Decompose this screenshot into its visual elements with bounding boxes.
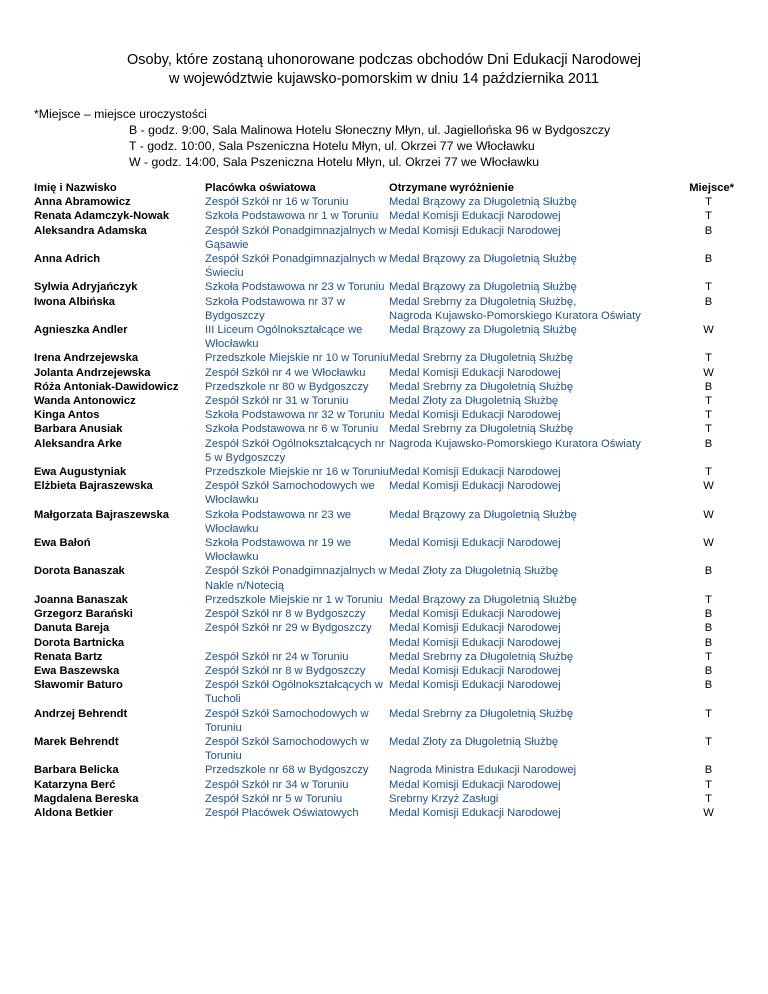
award-text: Medal Srebrny za Długoletnią Służbę xyxy=(389,650,574,663)
header-place: Miejsce* xyxy=(689,182,734,194)
award-cell xyxy=(389,280,669,294)
table-row xyxy=(34,664,734,678)
place-code: B xyxy=(704,380,713,393)
school-cell: Szkoła Podstawowa nr 1 w Toruniu xyxy=(205,210,379,223)
person-name: Grzegorz Barański xyxy=(34,608,133,621)
award-cell xyxy=(389,351,669,365)
award-text: Medal Komisji Edukacji Narodowej xyxy=(389,366,561,379)
school-cell xyxy=(205,636,389,650)
person-name: Wanda Antonowicz xyxy=(34,395,136,408)
award-cell xyxy=(389,607,669,621)
table-body xyxy=(34,195,734,820)
award-text: Medal Srebrny za Długoletnią Służbę xyxy=(389,380,574,393)
place-code: B xyxy=(704,437,713,450)
page-title-line-1: Osoby, które zostaną uhonorowane podczas obchodów Dni Edukacji Narodowej xyxy=(127,52,641,68)
award-text: Srebrny Krzyż Zasługi xyxy=(389,792,499,805)
award-cell xyxy=(389,422,669,436)
person-name: Aleksandra Arke xyxy=(34,437,122,450)
award-text: Medal Komisji Edukacji Narodowej xyxy=(389,636,561,649)
school-cell: Zespół Szkół Samochodowych we Włocławku xyxy=(205,480,375,507)
place-code: B xyxy=(704,608,713,621)
award-cell xyxy=(389,678,669,706)
award-cell xyxy=(389,224,669,252)
school-cell: Zespół Szkół nr 4 we Włocławku xyxy=(205,366,366,379)
award-text: Medal Brązowy za Długoletnią Służbę xyxy=(389,253,577,266)
header-name: Imię i Nazwisko xyxy=(34,182,117,194)
person-name: Kinga Antos xyxy=(34,409,100,422)
award-text: Medal Komisji Edukacji Narodowej xyxy=(389,224,561,237)
school-cell: Zespół Szkół nr 8 w Bydgoszczy xyxy=(205,608,366,621)
award-text: Medal Komisji Edukacji Narodowej xyxy=(389,778,561,791)
place-code: T xyxy=(705,792,712,805)
school-cell: Szkoła Podstawowa nr 37 w Bydgoszczy xyxy=(205,295,345,322)
award-cell xyxy=(389,763,669,777)
table-row xyxy=(34,366,734,380)
person-name: Magdalena Bereska xyxy=(34,792,139,805)
table-row xyxy=(34,564,734,592)
person-name: Agnieszka Andler xyxy=(34,324,128,337)
award-text-secondary: Nagroda Kujawsko-Pomorskiego Kuratora Oświaty xyxy=(389,309,641,322)
person-name: Jolanta Andrzejewska xyxy=(34,366,151,379)
award-cell xyxy=(389,394,669,408)
award-text: Medal Złoty za Długoletnią Służbę xyxy=(389,395,559,408)
page-title-line-2: w województwie kujawsko-pomorskim w dniu 14 października 2011 xyxy=(168,71,600,87)
table-row xyxy=(34,763,734,777)
table-row xyxy=(34,380,734,394)
award-text: Medal Komisji Edukacji Narodowej xyxy=(389,608,561,621)
table-row xyxy=(34,252,734,280)
place-code: T xyxy=(705,409,712,422)
place-code: T xyxy=(705,707,712,720)
place-code: T xyxy=(705,281,712,294)
place-code: B xyxy=(704,622,713,635)
school-cell: Zespół Szkół nr 16 w Toruniu xyxy=(205,196,349,209)
table-row xyxy=(34,394,734,408)
person-name: Aleksandra Adamska xyxy=(34,224,147,237)
person-name: Iwona Albińska xyxy=(34,295,116,308)
school-cell: Zespół Szkół Samochodowych w Toruniu xyxy=(205,707,369,734)
school-cell: Przedszkole Miejskie nr 16 w Toruniu xyxy=(205,466,389,479)
place-code: T xyxy=(705,210,712,223)
school-cell: Zespół Szkół Ogólnokształcących w Tucholi xyxy=(205,679,383,706)
place-code: B xyxy=(704,764,713,777)
person-name: Róża Antoniak-Dawidowicz xyxy=(34,380,179,393)
school-cell: Zespół Szkół nr 8 w Bydgoszczy xyxy=(205,664,366,677)
place-code: W xyxy=(703,324,714,337)
table-row xyxy=(34,224,734,252)
legend-w: W - godz. 14:00, Sala Pszeniczna Hotelu Młyn, ul. Okrzei 77 we Włocławku xyxy=(129,155,540,169)
award-cell xyxy=(389,536,669,564)
award-cell xyxy=(389,735,669,763)
table-row xyxy=(34,422,734,436)
award-text: Medal Złoty za Długoletnią Służbę xyxy=(389,735,559,748)
legend-t: T - godz. 10:00, Sala Pszeniczna Hotelu Młyn, ul. Okrzei 77 we Włocławku xyxy=(129,139,535,153)
table-row xyxy=(34,408,734,422)
person-name: Małgorzata Bajraszewska xyxy=(34,508,169,521)
header-award: Otrzymane wyróżnienie xyxy=(389,182,514,194)
table-row xyxy=(34,806,734,820)
award-text: Medal Komisji Edukacji Narodowej xyxy=(389,466,561,479)
person-name: Barbara Anusiak xyxy=(34,423,123,436)
place-code: B xyxy=(704,636,713,649)
award-text: Nagroda Kujawsko-Pomorskiego Kuratora Oświaty xyxy=(389,437,641,450)
legend-intro: *Miejsce – miejsce uroczystości xyxy=(34,107,207,121)
school-cell: Zespół Szkół Ponadgimnazjalnych w Świeciu xyxy=(205,253,387,280)
place-code: T xyxy=(705,466,712,479)
school-cell: Zespół Szkół Ponadgimnazjalnych w Gąsawie xyxy=(205,224,387,251)
award-cell xyxy=(389,195,669,209)
school-cell: Szkoła Podstawowa nr 19 we Włocławku xyxy=(205,537,352,564)
award-text: Medal Komisji Edukacji Narodowej xyxy=(389,480,561,493)
table-row xyxy=(34,792,734,806)
school-cell: Zespół Szkół nr 29 w Bydgoszczy xyxy=(205,622,372,635)
award-cell xyxy=(389,707,669,735)
award-cell xyxy=(389,323,669,351)
person-name: Anna Abramowicz xyxy=(34,196,131,209)
award-text: Medal Brązowy za Długoletnią Służbę xyxy=(389,281,577,294)
table-row xyxy=(34,636,734,650)
place-code: W xyxy=(703,480,714,493)
person-name: Anna Adrich xyxy=(34,253,101,266)
person-name: Ewa Augustyniak xyxy=(34,466,127,479)
award-text: Medal Srebrny za Długoletnią Służbę xyxy=(389,423,574,436)
award-cell xyxy=(389,806,669,820)
award-text: Medal Brązowy za Długoletnią Służbę xyxy=(389,508,577,521)
school-cell: Szkoła Podstawowa nr 32 w Toruniu xyxy=(205,409,385,422)
award-text: Medal Komisji Edukacji Narodowej xyxy=(389,409,561,422)
school-cell: Zespół Szkół nr 24 w Toruniu xyxy=(205,650,349,663)
award-text: Medal Komisji Edukacji Narodowej xyxy=(389,664,561,677)
table-row xyxy=(34,351,734,365)
table-row xyxy=(34,209,734,223)
award-cell xyxy=(389,380,669,394)
place-code: W xyxy=(703,537,714,550)
table-row xyxy=(34,437,734,465)
school-cell: Szkoła Podstawowa nr 23 w Toruniu xyxy=(205,281,385,294)
award-text: Medal Srebrny za Długoletnią Służbę xyxy=(389,707,574,720)
place-code: B xyxy=(704,565,713,578)
person-name: Ewa Bałoń xyxy=(34,537,91,550)
table-row xyxy=(34,195,734,209)
school-cell: Zespół Szkół nr 31 w Toruniu xyxy=(205,395,349,408)
place-code: W xyxy=(703,366,714,379)
table-row xyxy=(34,735,734,763)
place-code: T xyxy=(705,735,712,748)
award-text: Medal Komisji Edukacji Narodowej xyxy=(389,806,561,819)
table-header-row xyxy=(34,181,734,195)
award-cell xyxy=(389,650,669,664)
table-row xyxy=(34,778,734,792)
school-cell: Przedszkole nr 68 w Bydgoszczy xyxy=(205,764,369,777)
place-code: T xyxy=(705,593,712,606)
award-text: Medal Komisji Edukacji Narodowej xyxy=(389,679,561,692)
person-name: Ewa Baszewska xyxy=(34,664,120,677)
award-text: Medal Brązowy za Długoletnią Służbę xyxy=(389,324,577,337)
person-name: Renata Adamczyk-Nowak xyxy=(34,210,170,223)
school-cell: Zespół Szkół Ponadgimnazjalnych w Nakle n/Notecią xyxy=(205,565,387,592)
place-code: B xyxy=(704,224,713,237)
place-code: B xyxy=(704,295,713,308)
award-cell xyxy=(389,295,669,323)
school-cell: Zespół Szkół nr 34 w Toruniu xyxy=(205,778,349,791)
award-text: Medal Brązowy za Długoletnią Służbę xyxy=(389,196,577,209)
person-name: Barbara Belicka xyxy=(34,764,119,777)
table-row xyxy=(34,678,734,706)
award-cell xyxy=(389,564,669,592)
person-name: Joanna Banaszak xyxy=(34,593,128,606)
person-name: Renata Bartz xyxy=(34,650,103,663)
award-cell xyxy=(389,664,669,678)
table-row xyxy=(34,650,734,664)
legend-b: B - godz. 9:00, Sala Malinowa Hotelu Słoneczny Młyn, ul. Jagiellońska 96 w Bydgoszczy xyxy=(129,123,611,137)
award-text: Medal Brązowy za Długoletnią Służbę xyxy=(389,593,577,606)
award-text: Medal Srebrny za Długoletnią Służbę xyxy=(389,352,574,365)
award-cell xyxy=(389,479,669,507)
person-name: Sławomir Baturo xyxy=(34,679,123,692)
award-text: Nagroda Ministra Edukacji Narodowej xyxy=(389,764,577,777)
school-cell: Przedszkole nr 80 w Bydgoszczy xyxy=(205,380,369,393)
school-cell: Zespół Placówek Oświatowych xyxy=(205,806,359,819)
school-cell: Zespół Szkół Samochodowych w Toruniu xyxy=(205,735,369,763)
table-row xyxy=(34,323,734,351)
award-cell xyxy=(389,593,669,607)
award-cell xyxy=(389,408,669,422)
award-text: Medal Komisji Edukacji Narodowej xyxy=(389,537,561,550)
person-name: Elżbieta Bajraszewska xyxy=(34,480,153,493)
place-code: B xyxy=(704,679,713,692)
place-code: B xyxy=(704,253,713,266)
award-cell xyxy=(389,437,669,465)
table-row xyxy=(34,295,734,323)
award-text: Medal Komisji Edukacji Narodowej xyxy=(389,210,561,223)
award-text: Medal Srebrny za Długoletnią Służbę, xyxy=(389,295,577,308)
award-text: Medal Złoty za Długoletnią Służbę xyxy=(389,565,559,578)
award-cell xyxy=(389,508,669,536)
table-row xyxy=(34,607,734,621)
place-code: W xyxy=(703,806,714,819)
place-code: T xyxy=(705,196,712,209)
place-code: T xyxy=(705,423,712,436)
award-cell xyxy=(389,366,669,380)
table-row xyxy=(34,621,734,635)
place-code: T xyxy=(705,395,712,408)
honorees-table xyxy=(34,181,734,820)
table-row xyxy=(34,465,734,479)
place-code: W xyxy=(703,508,714,521)
person-name: Andrzej Behrendt xyxy=(34,707,128,720)
table-row xyxy=(34,536,734,564)
table-row xyxy=(34,479,734,507)
school-cell: Przedszkole Miejskie nr 10 w Toruniu xyxy=(205,352,389,365)
school-cell: Szkoła Podstawowa nr 23 we Włocławku xyxy=(205,508,352,535)
person-name: Aldona Betkier xyxy=(34,806,113,819)
school-cell: Zespół Szkół Ogólnokształcących nr 5 w Bydgoszczy xyxy=(205,437,385,464)
award-text: Medal Komisji Edukacji Narodowej xyxy=(389,622,561,635)
table-row xyxy=(34,707,734,735)
table-row xyxy=(34,593,734,607)
place-code: T xyxy=(705,352,712,365)
award-cell xyxy=(389,636,669,650)
award-cell xyxy=(389,465,669,479)
school-cell: Przedszkole Miejskie nr 1 w Toruniu xyxy=(205,593,383,606)
place-code: T xyxy=(705,650,712,663)
person-name: Irena Andrzejewska xyxy=(34,352,139,365)
header-school: Placówka oświatowa xyxy=(205,182,316,194)
school-cell: Szkoła Podstawowa nr 6 w Toruniu xyxy=(205,423,379,436)
person-name: Danuta Bareja xyxy=(34,622,110,635)
school-cell: Zespół Szkół nr 5 w Toruniu xyxy=(205,792,343,805)
award-cell xyxy=(389,252,669,280)
person-name: Sylwia Adryjańczyk xyxy=(34,281,138,294)
place-code: B xyxy=(704,664,713,677)
award-cell xyxy=(389,621,669,635)
award-cell xyxy=(389,209,669,223)
table-row xyxy=(34,280,734,294)
school-cell: III Liceum Ogólnokształcące we Włocławku xyxy=(205,324,363,351)
place-code: T xyxy=(705,778,712,791)
person-name: Katarzyna Berć xyxy=(34,778,116,791)
award-cell xyxy=(389,792,669,806)
person-name: Dorota Banaszak xyxy=(34,565,125,578)
person-name: Marek Behrendt xyxy=(34,735,119,748)
award-cell xyxy=(389,778,669,792)
table-row xyxy=(34,508,734,536)
person-name: Dorota Bartnicka xyxy=(34,636,125,649)
